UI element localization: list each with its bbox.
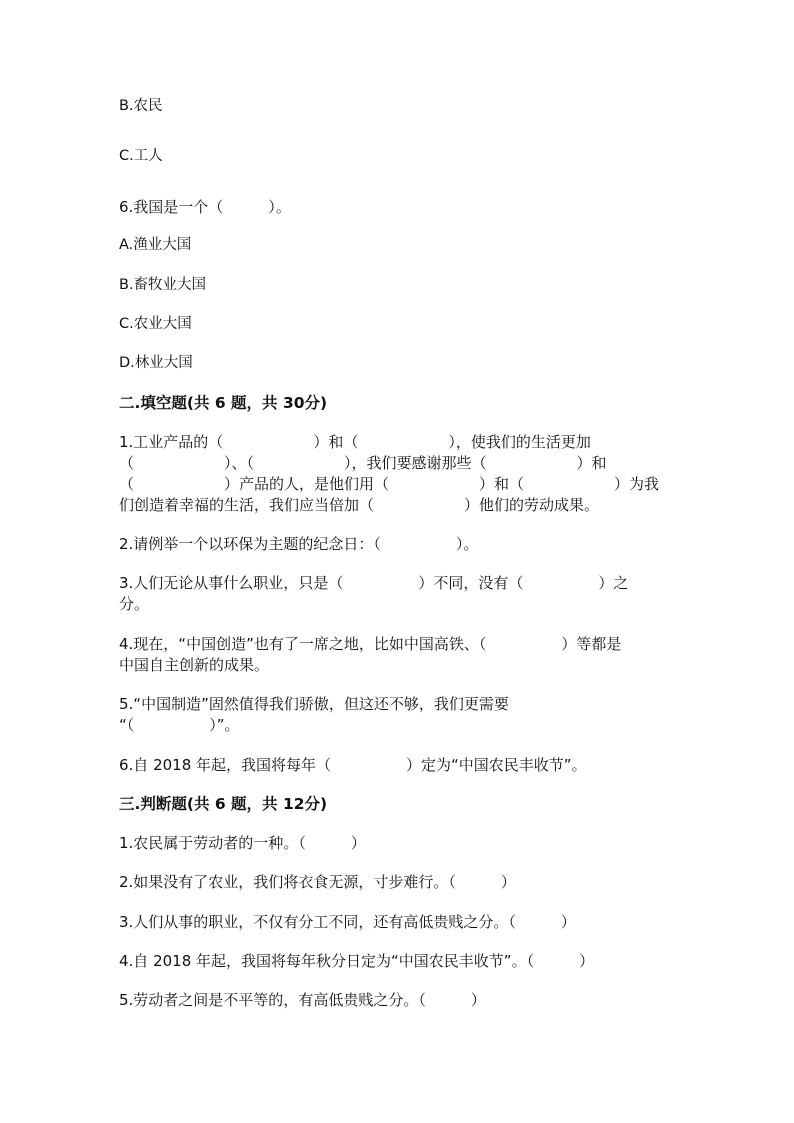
question-6: 6.我国是一个（ ）。: [119, 198, 291, 216]
fill-q1-line2: （ ）、（ ），我们要感谢那些（ ）和: [119, 454, 607, 472]
fill-q4-line2: 中国自主创新的成果。: [119, 656, 270, 674]
option-c: C.农业大国: [119, 316, 192, 332]
fill-q5-line2: “（ ）”。: [119, 716, 240, 734]
judge-q2: 2.如果没有了农业，我们将衣食无源，寸步难行。（ ）: [119, 873, 516, 891]
section-heading-fill-blank: 二.填空题(共 6 题，共 30分): [119, 394, 328, 412]
judge-q3: 3.人们从事的职业，不仅有分工不同，还有高低贵贱之分。（ ）: [119, 913, 576, 931]
fill-q1-line3: （ ）产品的人，是他们用（ ）和（ ）为我: [119, 475, 660, 493]
section-heading-judgment: 三.判断题(共 6 题，共 12分): [119, 795, 328, 813]
fill-q3-line2: 分。: [119, 595, 150, 613]
option-d: D.林业大国: [119, 355, 193, 371]
fill-q1-line4: 们创造着幸福的生活，我们应当倍加（ ）他们的劳动成果。: [119, 496, 600, 514]
judge-q1: 1.农民属于劳动者的一种。（ ）: [119, 834, 366, 852]
option-b: B.畜牧业大国: [119, 277, 207, 293]
option-a: A.渔业大国: [119, 237, 192, 253]
fill-q3-line1: 3.人们无论从事什么职业，只是（ ）不同，没有（ ）之: [119, 574, 629, 592]
fill-q6: 6.自 2018 年起，我国将每年（ ）定为“中国农民丰收节”。: [119, 756, 587, 774]
fill-q5-line1: 5.“中国制造”固然值得我们骄傲，但这还不够，我们更需要: [119, 695, 509, 713]
option-c-worker: C.工人: [119, 148, 163, 164]
judge-q5: 5.劳动者之间是不平等的，有高低贵贱之分。（ ）: [119, 991, 486, 1009]
option-b-farmer: B.农民: [119, 98, 163, 114]
judge-q4: 4.自 2018 年起，我国将每年秋分日定为“中国农民丰收节”。（ ）: [119, 952, 595, 970]
fill-q2: 2.请例举一个以环保为主题的纪念日：（ ）。: [119, 535, 479, 553]
fill-q4-line1: 4.现在，“中国创造”也有了一席之地，比如中国高铁、（ ）等都是: [119, 635, 622, 653]
fill-q1-line1: 1.工业产品的（ ）和（ ），使我们的生活更加: [119, 433, 591, 451]
